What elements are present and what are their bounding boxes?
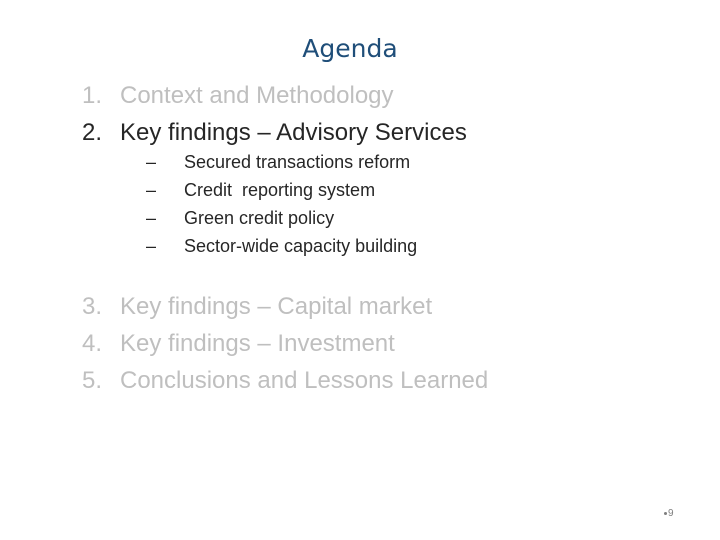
subitem-text: Secured transactions reform [184,152,411,172]
bullet-dot-icon [664,512,667,515]
agenda-item-advisory [82,118,467,148]
page-number [664,508,674,519]
agenda-item-number: 4. [82,330,103,357]
agenda-item-number: 1. [82,82,103,109]
subitem-secured-transactions [146,150,410,174]
dash-bullet: – [146,180,157,200]
agenda-item-investment [82,329,395,359]
slide-title: Agenda [302,34,398,63]
subitem-text: Credit reporting system [184,180,376,200]
agenda-item-text: Conclusions and Lessons Learned [120,367,489,394]
agenda-item-number: 3. [82,293,103,320]
subitem-text: Sector-wide capacity building [184,236,418,256]
agenda-item-context [82,81,394,111]
subitem-capacity-building [146,234,417,258]
subitem-green-credit [146,206,334,230]
agenda-item-text: Key findings – Advisory Services [120,119,467,146]
agenda-item-text: Key findings – Capital market [120,293,433,320]
dash-bullet: – [146,208,157,228]
agenda-item-conclusions [82,366,488,396]
agenda-item-text: Context and Methodology [120,82,394,109]
page-number-text: 9 [668,508,674,519]
agenda-item-number: 2. [82,119,103,146]
agenda-item-number: 5. [82,367,103,394]
dash-bullet: – [146,152,157,172]
subitem-text: Green credit policy [184,208,335,228]
agenda-item-text: Key findings – Investment [120,330,395,357]
dash-bullet: – [146,236,157,256]
agenda-item-capital-market [82,292,432,322]
subitem-credit-reporting [146,178,375,202]
